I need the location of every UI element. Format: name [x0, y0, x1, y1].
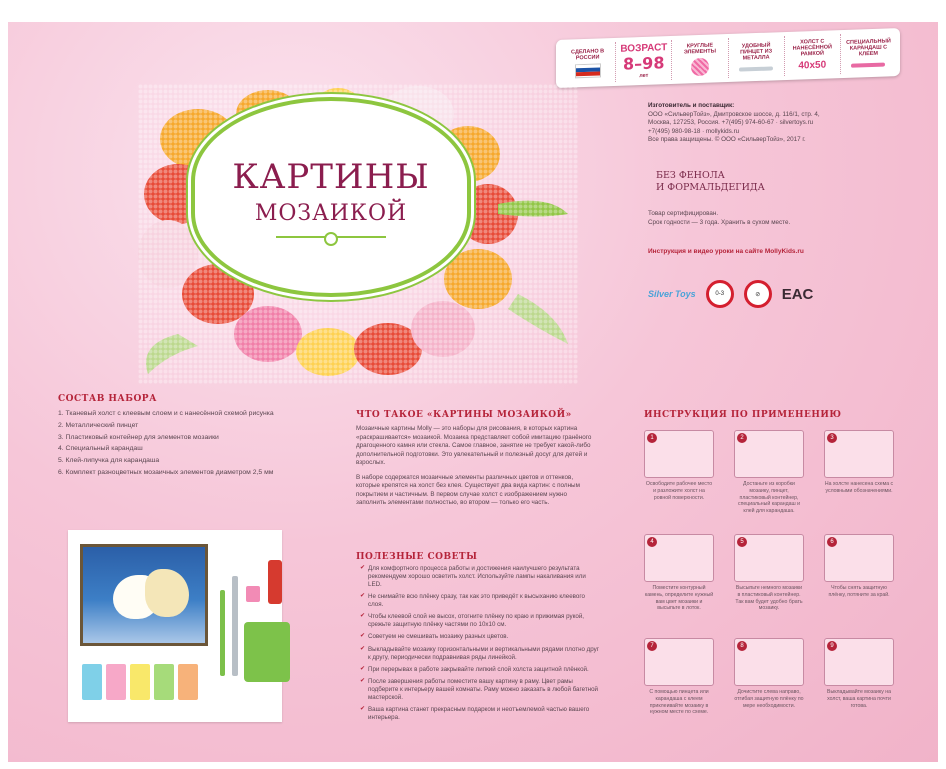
glue-tube — [268, 560, 282, 604]
age-label: ВОЗРАСТ — [620, 42, 668, 55]
canvas-size: 40x50 — [798, 59, 827, 72]
list-item: 1. Тканевый холст с клеевым слоем и с нанесённой схемой рисунка — [58, 410, 274, 417]
howto-step — [824, 534, 902, 632]
mosaic-bags — [82, 664, 198, 700]
silver-toys-logo: Silver Toys — [648, 289, 696, 299]
kit-contents-photo — [68, 530, 282, 722]
step-number: 9 — [827, 641, 837, 651]
package-board — [8, 22, 938, 762]
step-illustration — [644, 534, 714, 582]
feature-badges — [556, 28, 900, 88]
howto-step — [734, 638, 812, 736]
manufacturer-heading: Изготовитель и поставщик: — [648, 102, 735, 109]
howto-step — [644, 638, 722, 736]
list-item: 3. Пластиковый контейнер для элементов мозаики — [58, 433, 219, 441]
certification-logos — [648, 274, 848, 314]
glue-wax — [246, 586, 260, 602]
tweezers-label: УДОБНЫЙ ПИНЦЕТ ИЗ МЕТАЛЛА — [740, 42, 773, 62]
canvas-badge — [785, 34, 841, 76]
step-illustration — [734, 638, 804, 686]
tips-list — [360, 565, 600, 726]
step-number: 4 — [647, 537, 657, 547]
list-item: ✔ Выкладывайте мозаику горизонтальными и вертикальными рядами плотно друг к другу, периодически подравнивая ряды линейкой. — [360, 646, 600, 662]
title-frame — [191, 97, 471, 297]
age-badge — [616, 40, 672, 82]
list-item: ✔ Ваша картина станет прекрасным подарком и неотъемлемой частью вашего интерьера. — [360, 706, 600, 722]
age-value: 8–98 — [623, 53, 665, 74]
no-phenol-note — [656, 170, 765, 194]
russia-flag-icon — [575, 63, 601, 78]
certification-note — [648, 210, 898, 227]
list-item: ✔ Для комфортного процесса работы и достижения наилучшего результата рекомендуем хорошо осветить холст. Используйте лампы накаливания или LED. — [360, 565, 600, 589]
certified-line-2: Срок годности — 3 года. Хранить в сухом месте. — [648, 218, 791, 226]
step-caption: С помощью пинцета или карандаша с клеем приклеивайте мозаику в нужном месте по схеме. — [649, 689, 709, 716]
step-caption: Освободите рабочее место и разложите холст на ровной поверхности. — [645, 481, 713, 501]
step-caption: Выкладывайте мозаику на холст, ваша картина почти готова. — [827, 689, 891, 709]
manufacturer-line: ООО «СильверТойз», Дмитровское шоссе, д. 116/1, стр. 4, — [648, 110, 820, 118]
list-item: 5. Клей-липучка для карандаша — [58, 457, 160, 465]
tips-title: ПОЛЕЗНЫЕ СОВЕТЫ — [356, 552, 478, 562]
step-caption: Дочистите слева направо, отгибая защитную плёнку по мере необходимости. — [734, 689, 804, 709]
step-illustration — [644, 430, 714, 478]
step-number: 8 — [737, 641, 747, 651]
howto-title: ИНСТРУКЦИЯ ПО ПРИМЕНЕНИЮ — [644, 410, 842, 420]
elements-label: КРУГЛЫЕ ЭЛЕМЕНТЫ — [683, 42, 717, 56]
list-item: ✔ Не снимайте всю плёнку сразу, так как это приведёт к высыханию клеевого слоя. — [360, 593, 600, 609]
certified-line-1: Товар сертифицирован. — [648, 210, 719, 217]
howto-step — [734, 430, 812, 528]
step-illustration — [644, 638, 714, 686]
step-caption: Чтобы снять защитную плёнку, потяните за край. — [828, 585, 890, 598]
step-illustration — [824, 430, 894, 478]
step-number: 2 — [737, 433, 747, 443]
eac-mark: EAC — [781, 285, 814, 303]
tweezers-tool — [232, 576, 238, 676]
instruction-link[interactable]: Инструкция и видео уроки на сайте MollyKids.ru — [648, 248, 804, 255]
no-phenol-line-1: БЕЗ ФЕНОЛА — [656, 170, 725, 181]
mosaic-tray — [244, 622, 290, 682]
tweezers-icon — [739, 66, 773, 71]
howto-step — [824, 638, 902, 736]
what-paragraph-2: В наборе содержатся мозаичные элементы различных цветов и оттенков, которые крепятся на холст без клея. Существует два вида картин: с полным покрытием и частичным. В первом случае холст с изображением нужно заполнить элементами полностью, во втором — только его часть. — [356, 473, 580, 506]
round-elements-badge — [672, 38, 728, 80]
what-title: ЧТО ТАКОЕ «КАРТИНЫ МОЗАИКОЙ» — [356, 410, 572, 420]
age-unit: лет — [639, 72, 649, 80]
list-item: ✔ При перерывах в работе закрывайте липкий слой холста защитной плёнкой. — [360, 666, 600, 674]
no-small-parts-icon: ⊘ — [744, 280, 772, 308]
list-item: 4. Специальный карандаш — [58, 445, 143, 453]
golden-swan — [145, 569, 189, 617]
kit-title: СОСТАВ НАБОРА — [58, 394, 157, 404]
pencil-badge — [841, 32, 896, 74]
made-in-label: СДЕЛАНО В РОССИИ — [571, 47, 605, 61]
list-item: ✔ После завершения работы поместите вашу картину в раму. Цвет рамы подберите к интерьеру вашей комнаты. Раму можно заказать в любой багетной мастерской. — [360, 678, 600, 702]
pencil-icon — [851, 63, 885, 68]
howto-step — [824, 430, 902, 528]
pencil-label: СПЕЦИАЛЬНЫЙ КАРАНДАШ С КЛЕЕМ — [846, 38, 891, 58]
step-illustration — [824, 638, 894, 686]
howto-step — [644, 534, 722, 632]
step-number: 7 — [647, 641, 657, 651]
step-number: 1 — [647, 433, 657, 443]
made-in-russia-badge — [560, 42, 616, 84]
step-illustration — [824, 534, 894, 582]
mosaic-bag — [130, 664, 150, 700]
what-text — [356, 425, 596, 508]
step-number: 6 — [827, 537, 837, 547]
mosaic-bag — [178, 664, 198, 700]
step-caption: Достаньте из коробки мозаику, пинцет, пластиковый контейнер, специальный карандаш и клей для карандаша. — [737, 481, 801, 514]
manufacturer-line: +7(495) 980-98-18 · mollykids.ru — [648, 127, 740, 135]
step-caption: Поместите контурный камень, определите нужный вам цвет мозаики и высыпьте в лоток. — [644, 585, 714, 612]
title-ornament — [276, 236, 386, 238]
tweezers-badge — [729, 36, 785, 78]
no-phenol-line-2: И ФОРМАЛЬДЕГИДА — [656, 181, 765, 193]
mosaic-bag — [106, 664, 126, 700]
list-item: ✔ Советуем не смешивать мозаику разных цветов. — [360, 633, 600, 641]
mosaic-bag — [154, 664, 174, 700]
howto-step — [734, 534, 812, 632]
what-paragraph-1: Мозаичные картины Molly — это наборы для рисования, в которых картина «раскрашивается» мозаикой. Мозаика представляет собой имитацию гранёного драгоценного камня или стекла. Самое главное, занятие не требует какой-либо дополнительной подготовки. Это увлекательный и полезный досуг для детей и взрослых. — [356, 425, 592, 466]
list-item: 6. Комплект разноцветных мозаичных элементов диаметром 2,5 мм — [58, 469, 274, 477]
manufacturer-line: Все права защищены. © ООО «СильверТойз», 2017 г. — [648, 136, 806, 143]
step-number: 5 — [737, 537, 747, 547]
pencil-tool — [220, 590, 225, 676]
title-line-2: МОЗАИКОЙ — [254, 200, 408, 226]
step-illustration — [734, 534, 804, 582]
list-item: 2. Металлический пинцет — [58, 421, 139, 429]
canvas-label: ХОЛСТ С НАНЕСЁННОЙ РАМКОЙ — [792, 38, 832, 58]
age-warning-icon: 0-3 — [706, 280, 734, 308]
manufacturer-line: Москва, 127253, Россия. +7(495) 974-60-67 · silvertoys.ru — [648, 119, 814, 126]
howto-steps — [644, 430, 914, 736]
kit-list — [58, 410, 288, 481]
list-item: ✔ Чтобы клеевой слой не высох, отогните плёнку по краю и прижимая рукой, срежьте защитную плёнку частями по 10х10 см. — [360, 613, 600, 629]
step-caption: Высыпьте немного мозаики в пластиковый контейнер. Так вам будет удобно брать мозаику. — [735, 585, 803, 612]
howto-step — [644, 430, 722, 528]
step-number: 3 — [827, 433, 837, 443]
mosaic-bag — [82, 664, 102, 700]
step-illustration — [734, 430, 804, 478]
manufacturer-block — [648, 102, 898, 145]
mosaic-ball-icon — [691, 57, 709, 76]
step-caption: На холсте нанесена схема с условными обозначениями. — [824, 481, 894, 494]
swan-picture — [80, 544, 208, 646]
title-line-1: КАРТИНЫ — [232, 156, 430, 197]
